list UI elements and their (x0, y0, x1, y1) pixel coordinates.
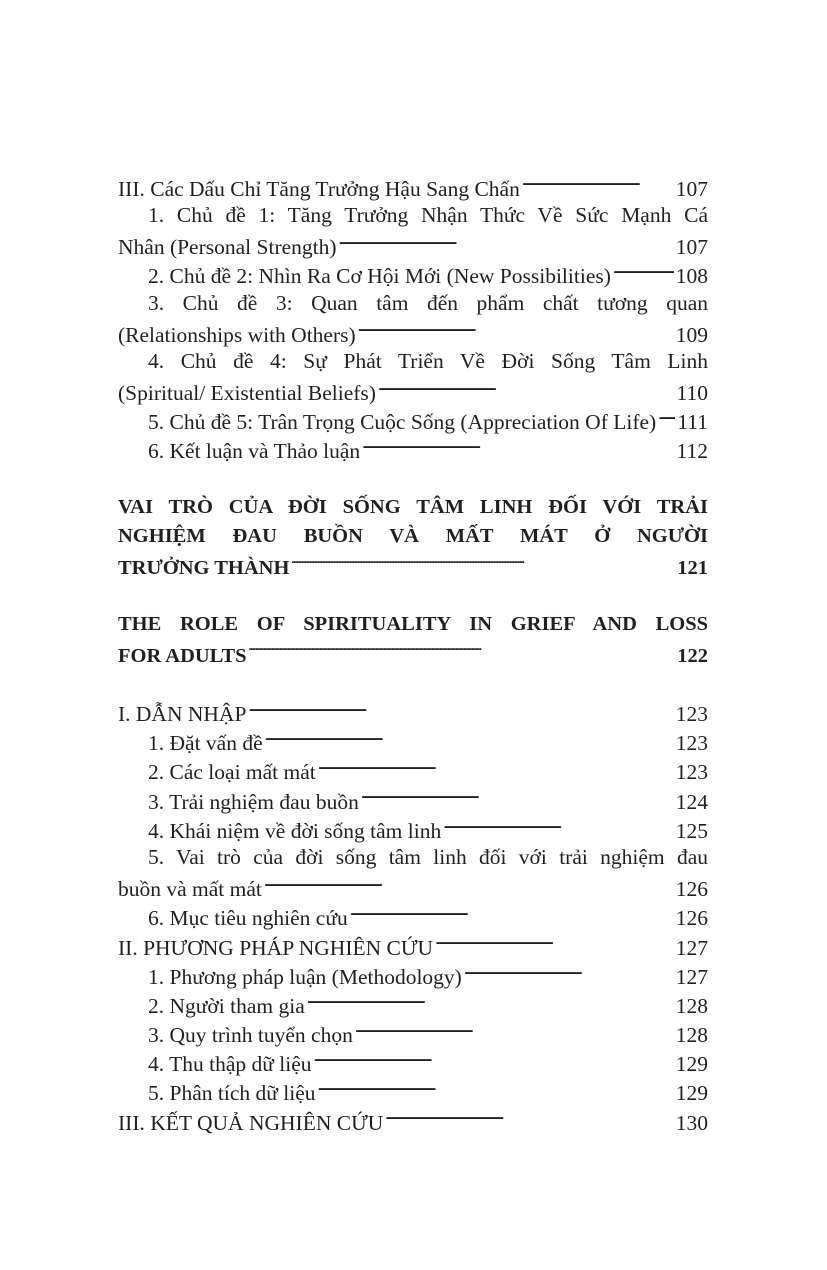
dot-leader (385, 1106, 673, 1130)
toc-entry[interactable] (118, 289, 708, 347)
toc-entry[interactable] (118, 260, 708, 289)
toc-entry-text: 2. Các loại mất mát (148, 760, 316, 785)
toc-entry-text: Nhân (Personal Strength) (118, 235, 337, 260)
toc-entry-text: 1. Phương pháp luận (Methodology) (148, 964, 462, 989)
toc-entry[interactable] (118, 406, 708, 435)
toc-entry[interactable] (118, 814, 708, 843)
dot-leader (355, 1018, 674, 1042)
toc-entry-text: 5. Vai trò của đời sống tâm linh đối với trải nghiệm đau (148, 845, 708, 870)
toc-entry-text: (Relationships with Others) (118, 322, 356, 347)
dot-leader (249, 639, 676, 662)
toc-entry-text: 1. Chủ đề 1: Tăng Trưởng Nhận Thức Về Sức Mạnh Cá (148, 203, 708, 228)
dot-leader (464, 960, 674, 984)
spacer (118, 581, 708, 610)
dot-leader (378, 376, 675, 400)
page-number: 124 (675, 789, 708, 814)
page-number: 125 (675, 818, 708, 843)
page-number: 107 (675, 176, 708, 201)
spacer (118, 464, 708, 493)
page-number: 123 (675, 702, 708, 727)
toc-entry-text: II. PHƯƠNG PHÁP NGHIÊN CỨU (118, 935, 434, 960)
dot-leader (314, 1048, 674, 1072)
toc-entry-text: 6. Kết luận và Thảo luận (148, 439, 361, 464)
toc-entry[interactable] (118, 902, 708, 931)
toc-entry-text: (Spiritual/ Existential Beliefs) (118, 380, 376, 405)
toc-entry-text: 6. Mục tiêu nghiên cứu (148, 906, 348, 931)
toc-entry[interactable] (118, 172, 708, 201)
toc-entry-text: I. DẪN NHẬP (118, 702, 247, 727)
toc-entry-text: 5. Phân tích dữ liệu (148, 1081, 316, 1106)
dot-leader (307, 989, 674, 1013)
page-number: 109 (675, 322, 708, 347)
page-number: 108 (675, 264, 708, 289)
toc-entry-text: TRƯỞNG THÀNH (118, 556, 290, 579)
page-number: 129 (675, 1081, 708, 1106)
dot-leader (435, 931, 674, 955)
toc-entry[interactable] (118, 727, 708, 756)
toc-entry[interactable] (118, 435, 708, 464)
toc-entry[interactable] (118, 610, 708, 668)
page-number: 112 (676, 439, 708, 464)
toc-entry-text: 4. Chủ đề 4: Sự Phát Triển Về Đời Sống Tâm Linh (148, 349, 708, 374)
toc-entry-text: 3. Trải nghiệm đau buồn (148, 789, 359, 814)
toc-entry[interactable] (118, 989, 708, 1018)
toc-entry[interactable] (118, 1048, 708, 1077)
page-number: 129 (675, 1052, 708, 1077)
table-of-contents (118, 172, 708, 1135)
toc-entry[interactable] (118, 843, 708, 901)
toc-entry-text: 4. Khái niệm về đời sống tâm linh (148, 818, 442, 843)
toc-entry[interactable] (118, 1077, 708, 1106)
toc-entry-text: NGHIỆM ĐAU BUỒN VÀ MẤT MÁT Ở NGƯỜI (118, 525, 708, 548)
page-number: 122 (677, 644, 708, 667)
dot-leader (358, 318, 674, 342)
dot-leader (443, 814, 674, 838)
toc-entry-text: III. Các Dấu Chỉ Tăng Trưởng Hậu Sang Chấn (118, 176, 520, 201)
dot-leader (658, 406, 675, 430)
toc-entry-text: buồn và mất mát (118, 877, 262, 902)
toc-entry[interactable] (118, 785, 708, 814)
dot-leader (265, 727, 674, 751)
toc-entry[interactable] (118, 931, 708, 960)
toc-entry-text: III. KẾT QUẢ NGHIÊN CỨU (118, 1110, 384, 1135)
page-number: 127 (675, 964, 708, 989)
page-number: 128 (675, 993, 708, 1018)
dot-leader (264, 873, 674, 897)
page-number: 126 (675, 877, 708, 902)
toc-entry[interactable] (118, 756, 708, 785)
toc-entry-text: VAI TRÒ CỦA ĐỜI SỐNG TÂM LINH ĐỐI VỚI TRẢI (118, 496, 708, 519)
page-number: 111 (677, 410, 708, 435)
page-number: 123 (675, 760, 708, 785)
toc-entry-text: 3. Quy trình tuyển chọn (148, 1023, 353, 1048)
dot-leader (339, 230, 674, 254)
dot-leader (350, 902, 674, 926)
page-number: 130 (675, 1110, 708, 1135)
dot-leader (361, 785, 674, 809)
spacer (118, 668, 708, 697)
dot-leader (248, 697, 673, 721)
toc-entry[interactable] (118, 697, 708, 726)
dot-leader (522, 172, 674, 196)
toc-entry[interactable] (118, 960, 708, 989)
page-number: 126 (675, 906, 708, 931)
dot-leader (291, 551, 675, 574)
toc-entry[interactable] (118, 347, 708, 405)
toc-entry[interactable] (118, 493, 708, 581)
page-number: 123 (675, 731, 708, 756)
dot-leader (318, 756, 674, 780)
toc-entry-text: 5. Chủ đề 5: Trân Trọng Cuộc Sống (Appreciation Of Life) (148, 410, 657, 435)
page-number: 128 (675, 1023, 708, 1048)
toc-entry[interactable] (118, 201, 708, 259)
page-number: 121 (677, 556, 708, 579)
toc-entry-text: 2. Người tham gia (148, 993, 305, 1018)
page-number: 127 (675, 935, 708, 960)
toc-entry[interactable] (118, 1106, 708, 1135)
toc-entry-text: 3. Chủ đề 3: Quan tâm đến phẩm chất tương quan (148, 290, 708, 315)
dot-leader (362, 435, 674, 459)
toc-entry[interactable] (118, 1018, 708, 1047)
toc-entry-text: 4. Thu thập dữ liệu (148, 1052, 312, 1077)
toc-entry-text: 2. Chủ đề 2: Nhìn Ra Cơ Hội Mới (New Possibilities) (148, 264, 611, 289)
page-number: 110 (676, 380, 708, 405)
toc-entry-text: 1. Đặt vấn đề (148, 731, 263, 756)
dot-leader (613, 260, 674, 284)
toc-entry-text: FOR ADULTS (118, 644, 247, 667)
dot-leader (318, 1077, 674, 1101)
page-number: 107 (675, 235, 708, 260)
toc-entry-text: THE ROLE OF SPIRITUALITY IN GRIEF AND LOSS (118, 612, 708, 635)
